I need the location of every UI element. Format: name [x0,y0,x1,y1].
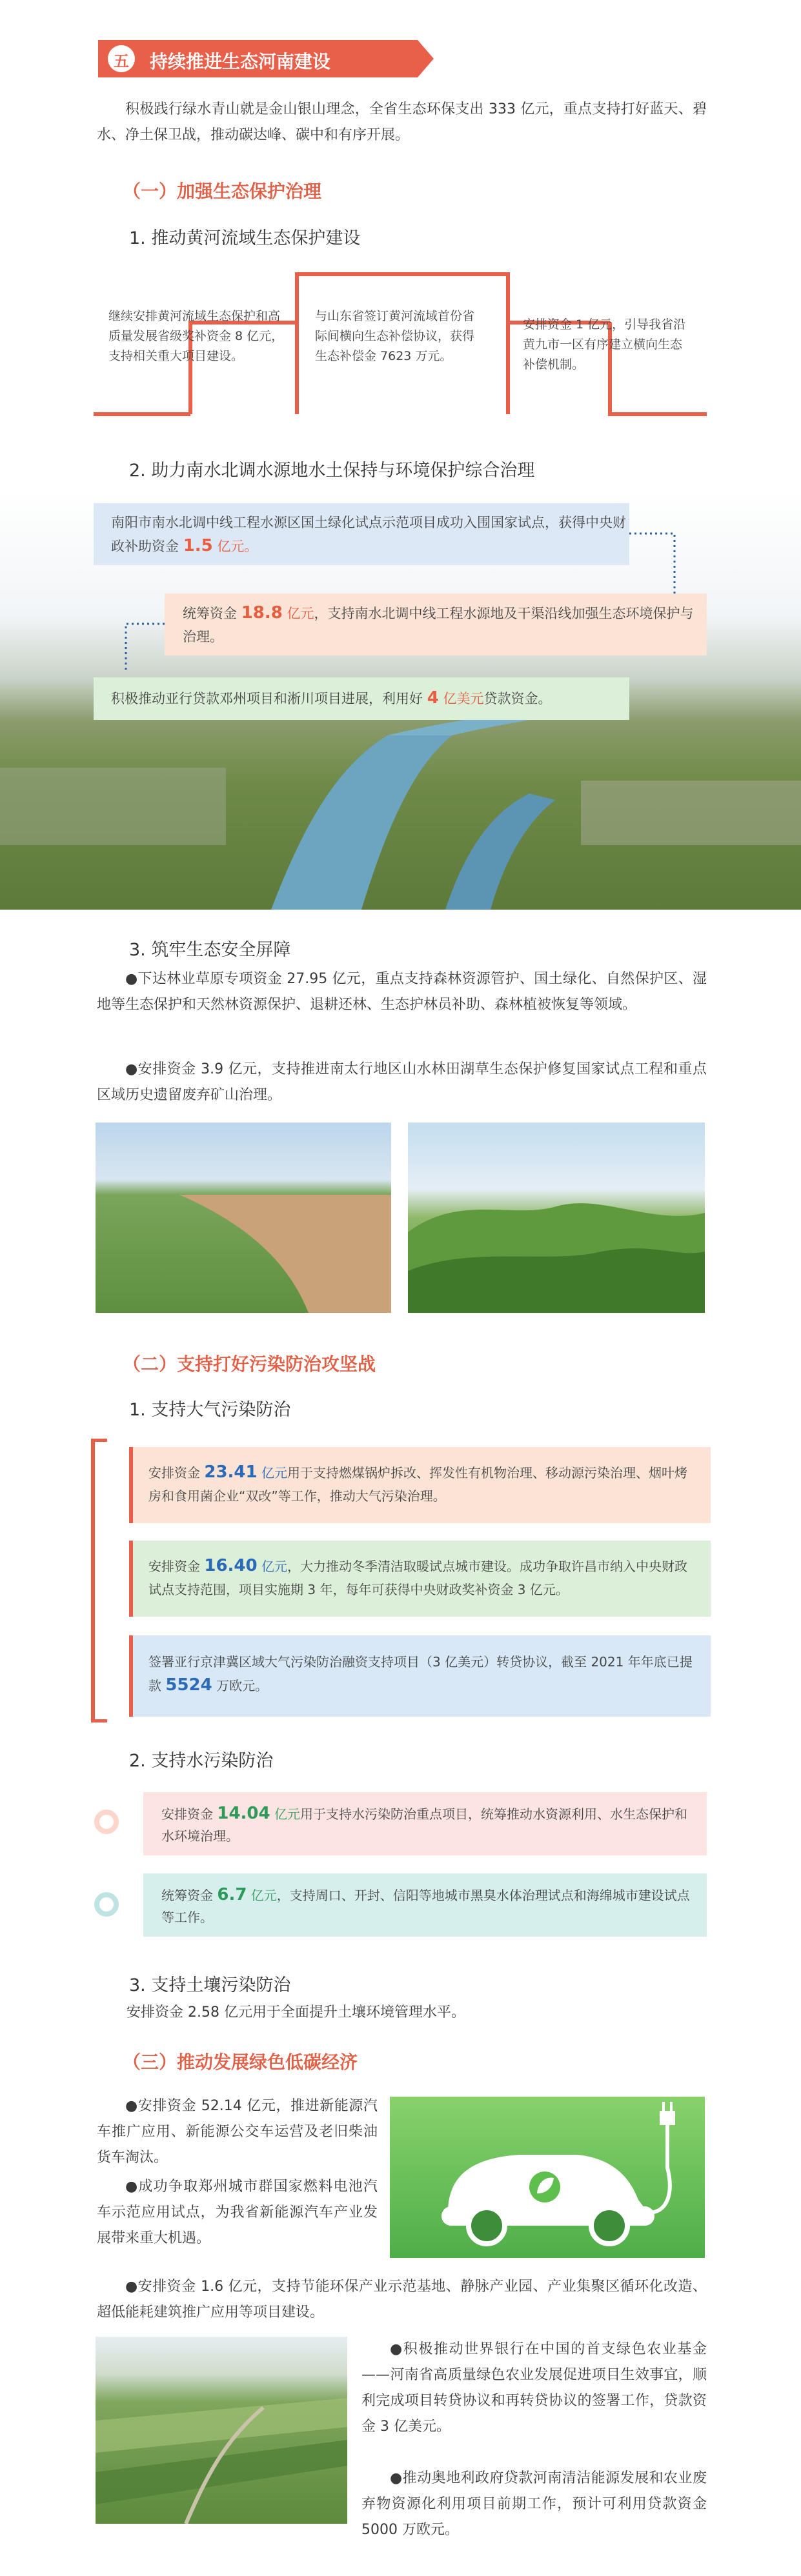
reservoir-box-3-amount: 4 [427,688,439,708]
item-title-1-1: 1. 推动黄河流域生态保护建设 [129,228,361,248]
lowcarbon-paragraph-2: ●成功争取郑州城市群国家燃料电池汽车示范应用试点，为我省新能源汽车产业发展带来重大机遇。 [97,2179,378,2246]
air-box-3-post: 万欧元。 [216,1678,269,1693]
lowcarbon-paragraph-4: ●积极推动世界银行在中国的首支绿色农业基金——河南省高质量绿色农业发展促进项目生效事宜，顺利完成项目转贷协议和再转贷协议的签署工作，贷款资金 3 亿美元。 [361,2341,707,2435]
river-photo [96,1123,391,1313]
reservoir-box-1-text [111,511,627,558]
air-box-2-post: ，大力推动冬季清洁取暖试点城市建设。成功争取许昌市纳入中央财政试点支持范围，项目实施期 3 年，每年可获得中央财政奖补资金 3 亿元。 [148,1559,687,1597]
reservoir-box-3-text [111,686,627,710]
reservoir-box-2-post: ，支持南水北调中线工程水源地及干渠沿线加强生态环境保护与治理。 [183,606,694,644]
farmland-photo [96,2337,347,2524]
connector-2 [123,623,168,674]
reservoir-box-3-post: 贷款资金。 [483,691,552,706]
air-box-1-pre: 安排资金 [148,1465,200,1481]
reservoir-box-1-amount: 1.5 [183,536,213,555]
water-ring-2 [94,1892,119,1917]
connector-1 [629,532,681,597]
reservoir-box-2-text [183,601,699,648]
air-box-1-unit: 亿元 [261,1465,287,1481]
air-box-1-text [148,1461,694,1508]
water-ring-1 [94,1810,119,1834]
water-box-1-amount: 14.04 [217,1804,270,1823]
farmland-scene [96,2337,347,2524]
ev-car-illustration [390,2097,705,2258]
air-boxes-frame [90,1439,110,1722]
item-title-1-2: 2. 助力南水北调水源地水土保持与环境保护综合治理 [129,461,535,481]
air-box-1-post: 用于支持燃煤锅炉拆改、挥发性有机物治理、移动源污染治理、烟叶烤房和食用菌企业“双改”等工作，推动大气污染治理。 [148,1465,687,1504]
air-box-2-text [148,1554,694,1601]
water-box-1-unit: 亿元 [274,1806,300,1822]
water-box-2-amount: 6.7 [217,1885,247,1904]
water-box-2-text [161,1884,694,1928]
water-box-2-pre: 统筹资金 [161,1888,213,1903]
subsection-title-2: （二）支持打好污染防治攻坚战 [123,1353,376,1375]
ecology-paragraph-2: ●安排资金 3.9 亿元，支持推进南太行地区山水林田湖草生态保护修复国家试点工程和重点区域历史遗留废弃矿山治理。 [97,1061,707,1103]
lowcarbon-paragraph-1: ●安排资金 52.14 亿元，推进新能源汽车推广应用、新能源公交车运营及老旧柴油货车淘汰。 [97,2098,378,2166]
reservoir-box-1-post: 亿元。 [217,539,258,554]
air-box-3-pre: 签署亚行京津冀区域大气污染防治融资支持项目（3 亿美元）转贷协议，截至 2021 年年底已提款 [148,1654,693,1693]
section-banner [98,40,434,77]
section-number: 五 [114,52,129,70]
subsection-title-1: （一）加强生态保护治理 [123,181,322,202]
yellow-river-box-3: 安排资金 1 亿元，引导我省沿黄九市一区有序建立横向生态补偿机制。 [523,317,686,372]
item-title-1-3: 3. 筑牢生态安全屏障 [129,940,291,960]
ecology-paragraph-1: ●下达林业草原专项资金 27.95 亿元，重点支持森林资源管护、国土绿化、自然保护区、湿地等生态保护和天然林资源保护、退耕还林、生态护林员补助、森林植被恢复等领域。 [97,971,707,1013]
item-title-2-1: 1. 支持大气污染防治 [129,1400,291,1420]
reservoir-box-3-unit: 亿美元 [443,691,484,706]
air-box-3-text [148,1650,694,1697]
subsection-title-3: （三）推动发展绿色低碳经济 [123,2052,358,2073]
section-title: 持续推进生态河南建设 [150,51,331,72]
forest-photo [408,1123,705,1313]
reservoir-box-3-pre: 积极推动亚行贷款邓州项目和淅川项目进展，利用好 [111,691,423,706]
item-title-2-2: 2. 支持水污染防治 [129,1751,274,1771]
soil-paragraph: 安排资金 2.58 亿元用于全面提升土壤环境管理水平。 [127,2004,465,2021]
forest-scene [408,1123,705,1313]
item-title-2-3: 3. 支持土壤污染防治 [129,1975,291,1995]
water-box-1-post: 用于支持水污染防治重点项目，统筹推动水资源利用、水生态保护和水环境治理。 [161,1806,687,1844]
yellow-river-box-2: 与山东省签订黄河流域首份省际间横向生态补偿协议，获得生态补偿金 7623 万元。 [315,309,475,363]
ev-car-scene [390,2097,705,2258]
air-box-2-unit: 亿元 [261,1559,287,1574]
lowcarbon-paragraph-5: ●推动奥地利政府贷款河南清洁能源发展和农业废弃物资源化利用项目前期工作，预计可利用贷款资金 5000 万欧元。 [361,2470,707,2538]
reservoir-box-1-pre: 南阳市南水北调中线工程水源区国土绿化试点示范项目成功入围国家试点，获得中央财政补助资金 [111,515,626,554]
water-box-1-pre: 安排资金 [161,1806,213,1822]
air-box-2-pre: 安排资金 [148,1559,200,1574]
reservoir-box-2-amount: 18.8 [241,603,283,623]
reservoir-box-2-pre: 统筹资金 [183,606,237,621]
water-box-2-post: ，支持周口、开封、信阳等地城市黑臭水体治理试点和海绵城市建设试点等工作。 [161,1888,690,1925]
intro-paragraph: 积极践行绿水青山就是金山银山理念，全省生态环保支出 333 亿元，重点支持打好蓝天、碧水、净土保卫战，推动碳达峰、碳中和有序开展。 [97,101,707,143]
water-box-2-unit: 亿元 [250,1888,277,1903]
air-box-2-amount: 16.40 [204,1556,258,1575]
water-box-1-text [161,1802,694,1847]
air-box-1-amount: 23.41 [204,1463,258,1482]
yellow-river-box-1: 继续安排黄河流域生态保护和高质量发展省级奖补资金 8 亿元，支持相关重大项目建设。 [108,309,284,363]
lowcarbon-paragraph-3: ●安排资金 1.6 亿元，支持节能环保产业示范基地、静脉产业园、产业集聚区循环化改造、超低能耗建筑推广应用等项目建设。 [97,2279,707,2321]
reservoir-box-2-unit: 亿元 [287,606,314,621]
air-box-3-amount: 5524 [165,1675,212,1695]
river-scene [96,1123,391,1313]
